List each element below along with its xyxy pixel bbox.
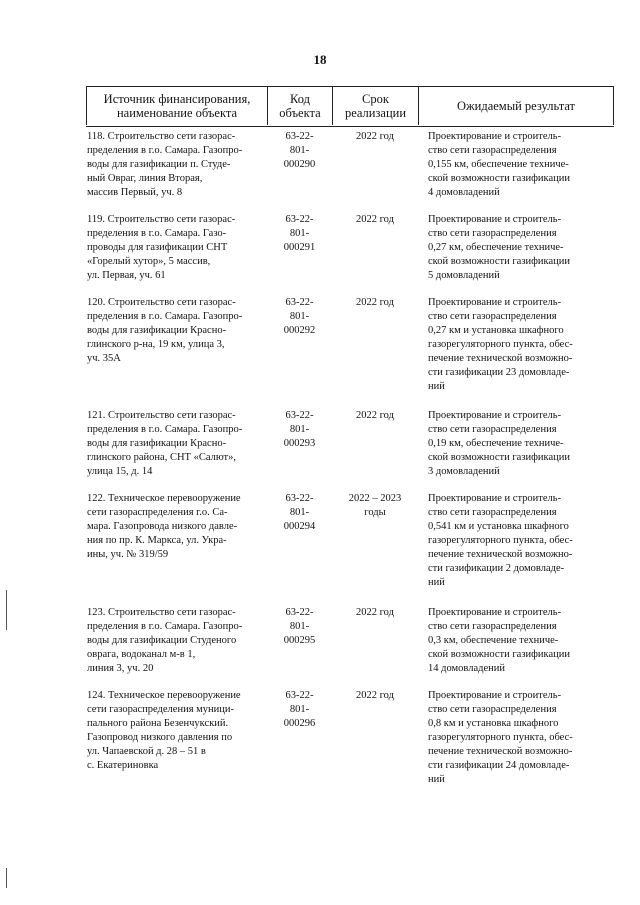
object-name-line: 120. Строительство сети газорас-: [87, 297, 236, 308]
object-code-line: 801-: [289, 424, 310, 435]
expected-result-line: ний: [428, 577, 445, 588]
object-name-line: пределения в г.о. Самара. Газопро-: [87, 621, 243, 632]
page-number: 18: [313, 52, 327, 67]
object-code-line: 63-22-: [285, 410, 314, 421]
implementation-term: [332, 296, 418, 310]
object-code-line: 63-22-: [285, 493, 314, 504]
object-name-line: «Горелый хутор», 5 массив,: [87, 256, 211, 267]
expected-result-line: ской возможности газификации: [428, 649, 570, 660]
object-code-line: 63-22-: [285, 297, 314, 308]
header-line: Источник финансирования,: [103, 91, 251, 106]
object-code-line: 63-22-: [285, 607, 314, 618]
object-name-line: воды для газификации Студеного: [87, 635, 237, 646]
object-name-line: 119. Строительство сети газорас-: [87, 214, 236, 225]
expected-result-line: газорегуляторного пункта, обес-: [428, 339, 573, 350]
header-source: [86, 86, 267, 125]
expected-result-line: Проектирование и строитель-: [428, 297, 562, 308]
implementation-term-line: 2022 – 2023: [348, 493, 402, 504]
object-code-line: 801-: [289, 621, 310, 632]
object-name-line: ины, уч. № 319/59: [87, 549, 169, 560]
object-name-line: пределения в г.о. Самара. Газопро-: [87, 145, 243, 156]
object-name: [87, 689, 267, 773]
header-term-text: [345, 92, 406, 120]
expected-result: [428, 492, 616, 590]
expected-result-line: сти газификации 2 домовладе-: [428, 563, 565, 574]
header-line: Код: [290, 91, 310, 106]
expected-result-line: 0,541 км и установка шкафного: [428, 521, 569, 532]
implementation-term-line: годы: [364, 507, 386, 518]
object-code-line: 801-: [289, 228, 310, 239]
header-code: [267, 86, 332, 125]
expected-result: [428, 606, 616, 676]
object-name-line: проводы для газификации СНТ: [87, 242, 228, 253]
expected-result-line: Проектирование и строитель-: [428, 493, 562, 504]
expected-result-line: ство сети газораспределения: [428, 507, 557, 518]
expected-result-line: Проектирование и строитель-: [428, 690, 562, 701]
expected-result-line: 0,3 км, обеспечение техниче-: [428, 635, 559, 646]
expected-result: [428, 409, 616, 479]
object-name-line: сети газораспределения г.о. Са-: [87, 507, 228, 518]
expected-result-line: ство сети газораспределения: [428, 424, 557, 435]
object-name: [87, 492, 267, 562]
object-code-line: 000291: [283, 242, 316, 253]
expected-result-line: Проектирование и строитель-: [428, 410, 562, 421]
object-name-line: пределения в г.о. Самара. Газопро-: [87, 424, 243, 435]
expected-result-line: ство сети газораспределения: [428, 228, 557, 239]
expected-result-line: ство сети газораспределения: [428, 145, 557, 156]
object-name-line: мара. Газопровода низкого давле-: [87, 521, 238, 532]
implementation-term: [332, 606, 418, 620]
expected-result-line: 0,8 км и установка шкафного: [428, 718, 559, 729]
object-name-line: ния по пр. К. Маркса, ул. Укра-: [87, 535, 227, 546]
expected-result-line: 5 домовладений: [428, 270, 500, 281]
expected-result: [428, 130, 616, 200]
expected-result-line: 0,27 км, обеспечение техниче-: [428, 242, 564, 253]
object-name: [87, 296, 267, 366]
implementation-term: [332, 409, 418, 423]
object-name-line: сети газораспределения муници-: [87, 704, 235, 715]
expected-result-line: 14 домовладений: [428, 663, 505, 674]
left-margin-mark: [6, 590, 7, 630]
object-code-line: 801-: [289, 704, 310, 715]
expected-result-line: Проектирование и строитель-: [428, 131, 562, 142]
expected-result-line: печение технической возможно-: [428, 353, 573, 364]
object-code-line: 000296: [283, 718, 316, 729]
object-name-line: 118. Строительство сети газорас-: [87, 131, 236, 142]
object-code: [267, 130, 332, 172]
object-name-line: пального района Безенчукский.: [87, 718, 229, 729]
object-name-line: воды для газификации п. Студе-: [87, 159, 231, 170]
implementation-term-line: 2022 год: [356, 214, 394, 225]
left-margin-mark: [6, 868, 7, 888]
expected-result-line: ской возможности газификации: [428, 256, 570, 267]
expected-result-line: 0,19 км, обеспечение техниче-: [428, 438, 564, 449]
object-name-line: массив Первый, уч. 8: [87, 187, 183, 198]
object-name-line: оврага, водоканал м-в 1,: [87, 649, 196, 660]
object-name-line: пределения в г.о. Самара. Газопро-: [87, 311, 243, 322]
implementation-term-line: 2022 год: [356, 410, 394, 421]
expected-result-line: газорегуляторного пункта, обес-: [428, 732, 573, 743]
expected-result: [428, 213, 616, 283]
object-name-line: линия 3, уч. 20: [87, 663, 154, 674]
expected-result: [428, 296, 616, 394]
object-code-line: 801-: [289, 507, 310, 518]
object-name: [87, 409, 267, 479]
object-name-line: 122. Техническое перевооружение: [87, 493, 241, 504]
implementation-term-line: 2022 год: [356, 297, 394, 308]
expected-result-line: печение технической возможно-: [428, 746, 573, 757]
object-code: [267, 606, 332, 648]
expected-result-line: Проектирование и строитель-: [428, 607, 562, 618]
expected-result-line: ство сети газораспределения: [428, 311, 557, 322]
object-name-line: ный Овраг, линия Вторая,: [87, 173, 203, 184]
object-code: [267, 296, 332, 338]
object-code: [267, 689, 332, 731]
header-term: [332, 86, 418, 125]
expected-result-line: ство сети газораспределения: [428, 621, 557, 632]
object-code-line: 000295: [283, 635, 316, 646]
object-name-line: ул. Первая, уч. 61: [87, 270, 166, 281]
implementation-term-line: 2022 год: [356, 131, 394, 142]
object-name: [87, 606, 267, 676]
expected-result-line: ний: [428, 774, 445, 785]
object-code-line: 000293: [283, 438, 316, 449]
object-name-line: глинского р-на, 19 км, улица 3,: [87, 339, 225, 350]
object-code-line: 801-: [289, 311, 310, 322]
object-code: [267, 409, 332, 451]
expected-result-line: сти газификации 24 домовладе-: [428, 760, 570, 771]
expected-result-line: ской возможности газификации: [428, 452, 570, 463]
implementation-term-line: 2022 год: [356, 607, 394, 618]
header-result-text: [457, 99, 575, 113]
expected-result-line: 0,27 км и установка шкафного: [428, 325, 564, 336]
object-name-line: глинского района, СНТ «Салют»,: [87, 452, 236, 463]
expected-result-line: 3 домовладений: [428, 466, 500, 477]
implementation-term: [332, 130, 418, 144]
object-name: [87, 213, 267, 283]
expected-result-line: сти газификации 23 домовладе-: [428, 367, 570, 378]
object-name-line: уч. 35А: [87, 353, 121, 364]
expected-result-line: ство сети газораспределения: [428, 704, 557, 715]
implementation-term: [332, 213, 418, 227]
object-name-line: воды для газификации Красно-: [87, 325, 227, 336]
object-code-line: 000294: [283, 521, 316, 532]
implementation-term: [332, 689, 418, 703]
object-code: [267, 213, 332, 255]
object-code-line: 000290: [283, 159, 316, 170]
object-name-line: воды для газификации Красно-: [87, 438, 227, 449]
object-name-line: пределения в г.о. Самара. Газо-: [87, 228, 227, 239]
object-name-line: Газопровод низкого давления по: [87, 732, 233, 743]
object-code-line: 000292: [283, 325, 316, 336]
expected-result-line: ской возможности газификации: [428, 173, 570, 184]
header-code-text: [279, 92, 320, 120]
object-name-line: улица 15, д. 14: [87, 466, 153, 477]
header-line: наименование объекта: [116, 105, 238, 120]
implementation-term-line: 2022 год: [356, 690, 394, 701]
object-name-line: 124. Техническое перевооружение: [87, 690, 241, 701]
header-line: объекта: [279, 105, 321, 120]
object-name-line: с. Екатериновка: [87, 760, 159, 771]
header-line: реализации: [344, 105, 407, 120]
header-line: Ожидаемый результат: [456, 98, 576, 113]
object-code-line: 63-22-: [285, 131, 314, 142]
object-code: [267, 492, 332, 534]
object-name: [87, 130, 267, 200]
expected-result-line: ний: [428, 381, 445, 392]
object-name-line: ул. Чапаевской д. 28 – 51 в: [87, 746, 206, 757]
header-result: [418, 86, 614, 125]
header-source-text: [104, 92, 251, 120]
expected-result-line: 0,155 км, обеспечение техниче-: [428, 159, 569, 170]
object-code-line: 801-: [289, 145, 310, 156]
expected-result-line: Проектирование и строитель-: [428, 214, 562, 225]
object-code-line: 63-22-: [285, 214, 314, 225]
expected-result-line: газорегуляторного пункта, обес-: [428, 535, 573, 546]
expected-result-line: печение технической возможно-: [428, 549, 573, 560]
expected-result-line: 4 домовладений: [428, 187, 500, 198]
object-name-line: 121. Строительство сети газорас-: [87, 410, 236, 421]
implementation-term: [332, 492, 418, 520]
header-line: Срок: [362, 91, 389, 106]
expected-result: [428, 689, 616, 787]
object-code-line: 63-22-: [285, 690, 314, 701]
object-name-line: 123. Строительство сети газорас-: [87, 607, 236, 618]
